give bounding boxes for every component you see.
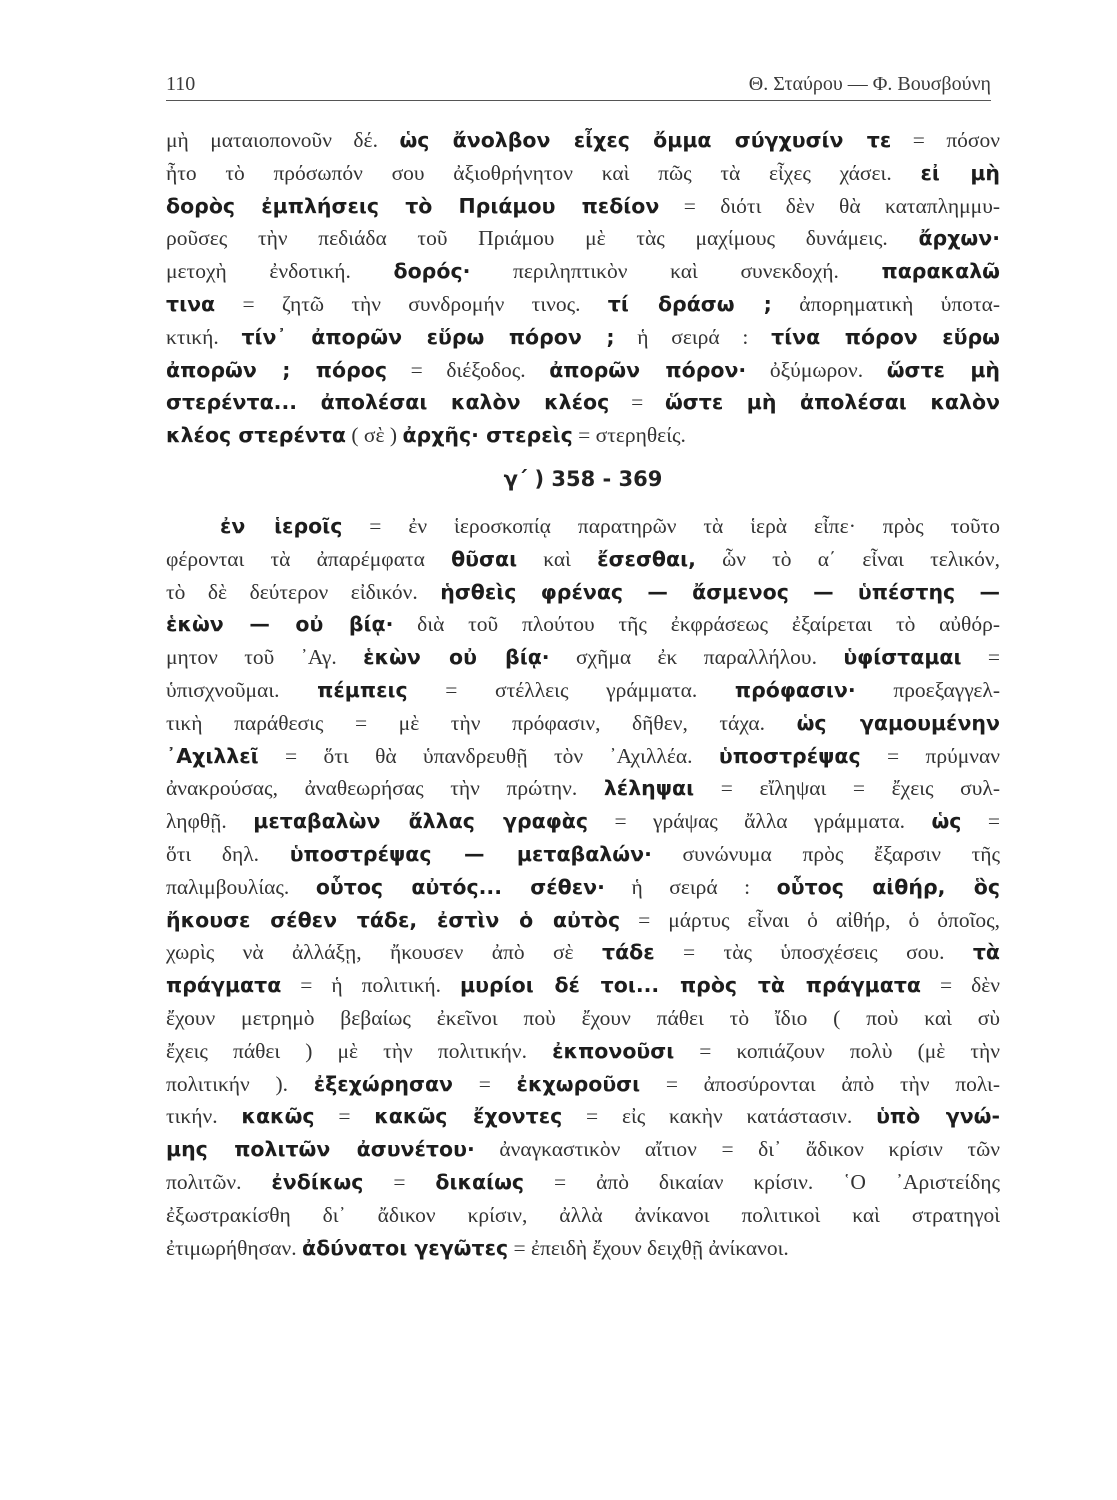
text-line: [166, 124, 1000, 157]
gloss-text: χωρὶς νὰ ἀλλάξῃ, ἤκουσεν ἀπὸ σὲ: [166, 940, 602, 965]
gloss-text: =: [961, 809, 1000, 834]
text-line: [166, 936, 1000, 969]
gloss-text: τὸ δὲ δεύτερον εἰδικόν.: [166, 579, 441, 604]
lemma-term: ὑποστρέψας — μεταβαλών·: [289, 841, 652, 866]
gloss-text: =: [961, 645, 1000, 670]
text-line: [166, 1232, 1000, 1265]
gloss-text: ὀξύμωρον.: [746, 357, 887, 382]
lemma-term: παρακαλῶ: [881, 259, 1000, 284]
text-line: [166, 321, 1000, 354]
lemma-term: ἐξεχώρησαν: [313, 1071, 453, 1096]
text-line: [166, 255, 1000, 288]
gloss-text: φέρονται τὰ ἀπαρέμφατα: [166, 546, 452, 571]
lemma-term: τίν᾽ ἀπορῶν εὕρω πόρον ;: [241, 324, 615, 349]
text-line: [166, 838, 1000, 871]
lemma-term: κακῶς ἔχοντες: [374, 1104, 563, 1129]
gloss-text: ἀπορηματικὴ ὑποτα-: [771, 291, 1001, 316]
lemma-term: μεταβαλὼν ἄλλας γραφὰς: [253, 809, 589, 834]
gloss-text: =: [314, 1104, 375, 1129]
text-line: [166, 288, 1000, 321]
text-line: [166, 1100, 1000, 1133]
lemma-term: τὰ: [972, 940, 1000, 965]
text-line: [166, 543, 1000, 576]
lemma-term: ἑκὼν οὐ βίᾳ·: [363, 645, 550, 670]
lemma-term: οὗτος αὐτός... σέθεν·: [315, 874, 605, 899]
gloss-text: ὑπισχνοῦμαι.: [166, 677, 318, 702]
gloss-text: ἐτιμωρήθησαν.: [166, 1235, 302, 1260]
lemma-term: ἐκπονοῦσι: [552, 1038, 675, 1063]
lemma-term: ἀπορῶν πόρον·: [549, 357, 747, 382]
text-line: [166, 871, 1000, 904]
gloss-text: ἀνακρούσας, ἀναθεωρήσας τὴν πρώτην.: [166, 776, 604, 801]
body-text: [166, 124, 1000, 1264]
text-line: [166, 969, 1000, 1002]
gloss-text: κτική.: [166, 324, 242, 349]
gloss-text: ἦτο τὸ πρόσωπόν σου ἀξιοθρήνητον καὶ πῶς τὰ εἶχες χάσει.: [166, 160, 921, 185]
gloss-text: τικήν.: [166, 1104, 242, 1129]
lemma-term: λέληψαι: [603, 776, 695, 801]
gloss-text: = στερηθείς.: [572, 423, 686, 448]
text-line: [166, 157, 1000, 190]
lemma-term: ἡσθεὶς φρένας — ἄσμενος — ὑπέστης —: [440, 579, 1000, 604]
text-line: [166, 641, 1000, 674]
text-line: [166, 772, 1000, 805]
lemma-term: ἀδύνατοι γεγῶτες: [301, 1235, 509, 1260]
text-line: [166, 1133, 1000, 1166]
lemma-term: τάδε: [601, 940, 655, 965]
lemma-term: ὡς ἄνολβον εἶχες ὄμμα σύγχυσίν τε: [399, 128, 892, 152]
text-line: [166, 354, 1000, 387]
text-line: [166, 1002, 1000, 1035]
gloss-text: = εἴληψαι = ἔχεις συλ-: [694, 776, 1000, 801]
paragraph-2: [166, 510, 1000, 1264]
lemma-term: ὑποστρέψας: [718, 743, 861, 768]
lemma-term: τί δράσω ;: [607, 291, 772, 316]
text-line: [166, 805, 1000, 838]
lemma-term: ᾿Αχιλλεῖ: [166, 743, 259, 768]
gloss-text: = τὰς ὑποσχέσεις σου.: [654, 940, 973, 965]
page-number: 110: [166, 73, 196, 95]
gloss-text: μετοχὴ ἐνδοτική.: [166, 259, 394, 284]
running-title: Θ. Σταύρου — Φ. Βουσβούνη: [748, 73, 991, 95]
gloss-text: = μάρτυς εἶναι ὁ αἰθήρ, ὁ ὁποῖος,: [620, 907, 1000, 932]
lemma-term: ὑπὸ γνώ-: [876, 1104, 1000, 1129]
gloss-text: παλιμβουλίας.: [166, 874, 316, 899]
lemma-term: ἐν ἱεροῖς: [220, 513, 343, 538]
text-line: [166, 1035, 1000, 1068]
gloss-text: τικὴ παράθεσις = μὲ τὴν πρόφασιν, δῆθεν, τάχα.: [166, 710, 797, 735]
lemma-term: ἤκουσε σέθεν τάδε, ἐστὶν ὁ αὐτὸς: [166, 907, 621, 932]
gloss-text: = στέλλεις γράμματα.: [407, 677, 735, 702]
lemma-term: ὡς: [931, 809, 962, 834]
text-line: [166, 1199, 1000, 1232]
gloss-text: = πόσον: [891, 128, 1000, 152]
gloss-text: ἔχεις πάθει ) μὲ τὴν πολιτικήν.: [166, 1038, 553, 1063]
gloss-text: ροῦσες τὴν πεδιάδα τοῦ Πριάμου μὲ τὰς μαχίμους δυνάμεις.: [166, 226, 919, 251]
gloss-text: = πρύμναν: [860, 743, 1000, 768]
gloss-text: προεξαγγελ-: [855, 677, 1000, 702]
gloss-text: καὶ: [517, 546, 598, 571]
gloss-text: μὴ ματαιοπονοῦν δέ.: [166, 128, 400, 152]
gloss-text: ἔχουν μετρημὸ βεβαίως ἐκεῖνοι ποὺ ἔχουν πάθει τὸ ἴδιο ( ποὺ καὶ σὺ: [166, 1005, 1000, 1030]
lemma-term: πρόφασιν·: [734, 677, 856, 702]
gloss-text: = γράψας ἄλλα γράμματα.: [588, 809, 932, 834]
gloss-text: διὰ τοῦ πλούτου τῆς ἐκφράσεως ἐξαίρεται τὸ αὐθόρ-: [393, 612, 1000, 637]
lemma-term: ἑκὼν — οὐ βίᾳ·: [166, 612, 394, 637]
gloss-text: = κοπιάζουν πολὺ (μὲ τὴν: [674, 1038, 1000, 1063]
lemma-term: ὥστε μὴ ἀπολέσαι καλὸν: [664, 390, 1000, 415]
gloss-text: σχῆμα ἐκ παραλλήλου.: [549, 645, 844, 670]
lemma-term: κλέος στερέντα: [166, 423, 346, 448]
gloss-text: = εἰς κακὴν κατάστασιν.: [562, 1104, 877, 1129]
text-line: [166, 510, 1000, 543]
lemma-term: ἐκχωροῦσι: [516, 1071, 641, 1096]
lemma-term: τινα: [166, 291, 216, 316]
text-line: [166, 419, 1000, 452]
lemma-term: στερέντα... ἀπολέσαι καλὸν κλέος: [166, 390, 610, 415]
gloss-text: μητον τοῦ ᾿Αγ.: [166, 645, 364, 670]
gloss-text: ὧν τὸ α΄ εἶναι τελικόν,: [695, 546, 1000, 571]
lemma-term: ἐνδίκως: [271, 1169, 364, 1194]
lemma-term: δορός·: [393, 259, 471, 284]
running-header: [166, 66, 991, 101]
paragraph-1: [166, 124, 1000, 452]
gloss-text: =: [609, 390, 665, 415]
text-line: [166, 740, 1000, 773]
gloss-text: ἀναγκαστικὸν αἴτιον = δι᾽ ἄδικον κρίσιν τῶν: [474, 1137, 1001, 1162]
lemma-term: θῦσαι: [451, 546, 518, 571]
text-line: [166, 707, 1000, 740]
gloss-text: = ἐν ἱεροσκοπίᾳ παρατηρῶν τὰ ἱερὰ εἶπε· πρὸς τοῦτο: [342, 513, 1000, 538]
lemma-term: εἰ μὴ: [920, 160, 1000, 185]
lemma-term: τίνα πόρον εὕρω: [771, 324, 1000, 349]
gloss-text: = ὅτι θὰ ὑπανδρευθῇ τὸν ᾿Αχιλλέα.: [258, 743, 719, 768]
gloss-text: ὅτι δηλ.: [166, 841, 290, 866]
gloss-text: ἡ σειρά :: [604, 874, 777, 899]
lemma-term: ἄρχων·: [918, 226, 1000, 251]
text-line: [166, 674, 1000, 707]
gloss-text: = διότι δὲν θὰ καταπλημμυ-: [659, 193, 1000, 218]
gloss-text: = ζητῶ τὴν συνδρομήν τινος.: [215, 291, 608, 316]
lemma-term: πράγματα: [166, 973, 282, 998]
lemma-term: οὗτος αἰθήρ, ὃς: [776, 874, 1000, 899]
text-line: [166, 222, 1000, 255]
gloss-text: ( σὲ ): [346, 423, 403, 448]
gloss-text: = ἀπὸ δικαίαν κρίσιν. ῾Ο ᾿Αριστείδης: [524, 1169, 1000, 1194]
text-line: [166, 1068, 1000, 1101]
gloss-text: =: [453, 1071, 517, 1096]
gloss-text: = ἡ πολιτική.: [281, 973, 461, 998]
lemma-term: μυρίοι δέ τοι... πρὸς τὰ πράγματα: [460, 973, 922, 998]
gloss-text: συνώνυμα πρὸς ἔξαρσιν τῆς: [651, 841, 1000, 866]
gloss-text: ληφθῇ.: [166, 809, 254, 834]
gloss-text: =: [363, 1169, 436, 1194]
lemma-term: ὥστε μὴ: [886, 357, 1001, 382]
text-line: [166, 386, 1000, 419]
lemma-term: ἔσεσθαι,: [597, 546, 696, 571]
lemma-term: δορὸς ἐμπλήσεις τὸ Πριάμου πεδίον: [166, 193, 660, 218]
lemma-term: ἀπορῶν ; πόρος: [166, 357, 387, 382]
text-line: [166, 904, 1000, 937]
text-line: [166, 608, 1000, 641]
gloss-text: = δὲν: [921, 973, 1000, 998]
lemma-term: ὡς γαμουμένην: [796, 710, 1000, 735]
lemma-term: ἀρχῆς· στερεὶς: [402, 423, 573, 448]
lemma-term: μης πολιτῶν ἀσυνέτου·: [166, 1137, 475, 1162]
gloss-text: = ἀποσύρονται ἀπὸ τὴν πολι-: [640, 1071, 1000, 1096]
gloss-text: πολιτῶν.: [166, 1169, 272, 1194]
lemma-term: κακῶς: [241, 1104, 315, 1129]
lemma-term: πέμπεις: [317, 677, 408, 702]
section-heading: γ΄ ) 358 - 369: [503, 466, 663, 491]
text-line: [166, 190, 1000, 223]
gloss-text: ἐξωστρακίσθη δι᾽ ἄδικον κρίσιν, ἀλλὰ ἀνίκανοι πολιτικοὶ καὶ στρατηγοὶ: [166, 1202, 1000, 1227]
gloss-text: ἡ σειρά :: [614, 324, 772, 349]
gloss-text: πολιτικήν ).: [166, 1071, 314, 1096]
gloss-text: περιληπτικὸν καὶ συνεκδοχή.: [470, 259, 882, 284]
lemma-term: ὑφίσταμαι: [843, 645, 962, 670]
text-line: [166, 1166, 1000, 1199]
gloss-text: = διέξοδος.: [387, 357, 550, 382]
text-line: [166, 576, 1000, 609]
gloss-text: = ἐπειδὴ ἔχουν δειχθῇ ἀνίκανοι.: [508, 1235, 789, 1260]
lemma-term: δικαίως: [435, 1169, 525, 1194]
